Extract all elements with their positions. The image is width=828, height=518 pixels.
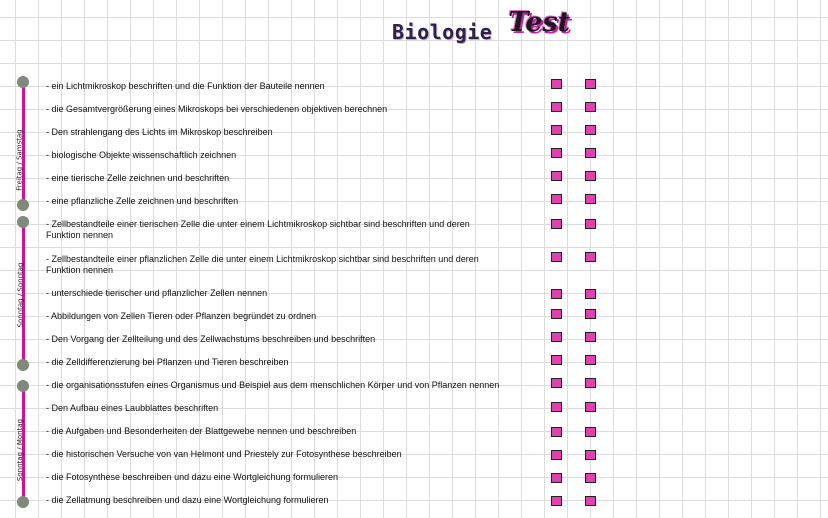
checkbox-first[interactable]: [551, 309, 562, 319]
learning-goal-item: - die Gesamtvergrößerung eines Mikroskops bei verschiedenen objektiven berechnen: [46, 104, 388, 114]
checkbox-second[interactable]: [585, 332, 596, 342]
checkbox-second[interactable]: [585, 450, 596, 460]
checkbox-first[interactable]: [551, 289, 562, 299]
checkbox-second[interactable]: [585, 427, 596, 437]
checkbox-second[interactable]: [585, 289, 596, 299]
checkbox-first[interactable]: [551, 252, 562, 262]
checkbox-first[interactable]: [551, 496, 562, 506]
learning-goal-item: - unterschiede tierischer und pflanzlicher Zellen nennen: [46, 288, 268, 298]
learning-goal-item: - Abbildungen von Zellen Tieren oder Pflanzen begründet zu ordnen: [46, 311, 317, 321]
learning-goal-item: - Zellbestandteile einer tierischen Zelle die unter einem Lichtmikroskop sichtbar sind beschriften und deren Funktion nennen: [46, 219, 470, 240]
learning-goal-item: - die Zelldifferenzierung bei Pflanzen und Tieren beschreiben: [46, 357, 289, 367]
learning-goal-item: - die historischen Versuche von van Helmont und Priestely zur Fotosynthese beschreiben: [46, 449, 402, 459]
learning-goal-item: - ein Lichtmikroskop beschriften und die Funktion der Bauteile nennen: [46, 81, 325, 91]
learning-goal-item: - eine pflanzliche Zelle zeichnen und beschriften: [46, 196, 239, 206]
checkbox-first[interactable]: [551, 194, 562, 204]
checkbox-second[interactable]: [585, 402, 596, 412]
learning-goal-item: - Den strahlengang des Lichts im Mikroskop beschreiben: [46, 127, 273, 137]
title-accent: Test: [508, 7, 571, 38]
page-title: [392, 7, 571, 44]
checkbox-second[interactable]: [585, 219, 596, 229]
learning-goal-item: - Den Aufbau eines Laubblattes beschriften: [46, 403, 219, 413]
checkbox-first[interactable]: [551, 473, 562, 483]
learning-goal-item: - Den Vorgang der Zellteilung und des Zellwachstums beschreiben und beschriften: [46, 334, 376, 344]
checkbox-first[interactable]: [551, 355, 562, 365]
title-main: Biologie: [392, 20, 493, 44]
checkbox-first[interactable]: [551, 450, 562, 460]
timeline-dot: [17, 496, 29, 508]
checkbox-first[interactable]: [551, 171, 562, 181]
checkbox-second[interactable]: [585, 125, 596, 135]
checkbox-first[interactable]: [551, 427, 562, 437]
checkbox-first[interactable]: [551, 378, 562, 388]
checkbox-first[interactable]: [551, 148, 562, 158]
checkbox-first[interactable]: [551, 125, 562, 135]
checkbox-second[interactable]: [585, 355, 596, 365]
timeline-dot: [17, 216, 29, 228]
timeline-dot: [17, 359, 29, 371]
checkbox-first[interactable]: [551, 332, 562, 342]
checkbox-first[interactable]: [551, 219, 562, 229]
checkbox-second[interactable]: [585, 171, 596, 181]
learning-goal-item: - die Fotosynthese beschreiben und dazu eine Wortgleichung formulieren: [46, 472, 339, 482]
checkbox-second[interactable]: [585, 496, 596, 506]
timeline-dot: [17, 380, 29, 392]
checkbox-first[interactable]: [551, 79, 562, 89]
learning-goal-item: - die Aufgaben und Besonderheiten der Blattgewebe nennen und beschreiben: [46, 426, 357, 436]
learning-goal-item: - Zellbestandteile einer pflanzlichen Zelle die unter einem Lichtmikroskop sichtbar sind beschriften und deren Funktion nennen: [46, 254, 479, 275]
checkbox-second[interactable]: [585, 252, 596, 262]
checkbox-second[interactable]: [585, 473, 596, 483]
timeline-dot: [17, 76, 29, 88]
checkbox-second[interactable]: [585, 378, 596, 388]
checkbox-second[interactable]: [585, 309, 596, 319]
date-range-label-1: Freitag / Samstag: [16, 129, 24, 191]
checkbox-first[interactable]: [551, 402, 562, 412]
timeline-dot: [17, 199, 29, 211]
checkbox-second[interactable]: [585, 79, 596, 89]
learning-goal-item: - die organisationsstufen eines Organismus und Beispiel aus dem menschlichen Körper und von Pflanzen nennen: [46, 380, 500, 390]
date-range-label-3: Sonntag / Montag: [16, 418, 24, 482]
learning-goal-item: - die Zellatmung beschreiben und dazu eine Wortgleichung formulieren: [46, 495, 329, 505]
date-range-label-2: Sonntag / Sonntag: [16, 262, 24, 328]
checkbox-second[interactable]: [585, 194, 596, 204]
checkbox-first[interactable]: [551, 102, 562, 112]
learning-goal-item: - biologische Objekte wissenschaftlich zeichnen: [46, 150, 237, 160]
learning-goal-item: - eine tierische Zelle zeichnen und beschriften: [46, 173, 230, 183]
checkbox-second[interactable]: [585, 148, 596, 158]
checkbox-second[interactable]: [585, 102, 596, 112]
